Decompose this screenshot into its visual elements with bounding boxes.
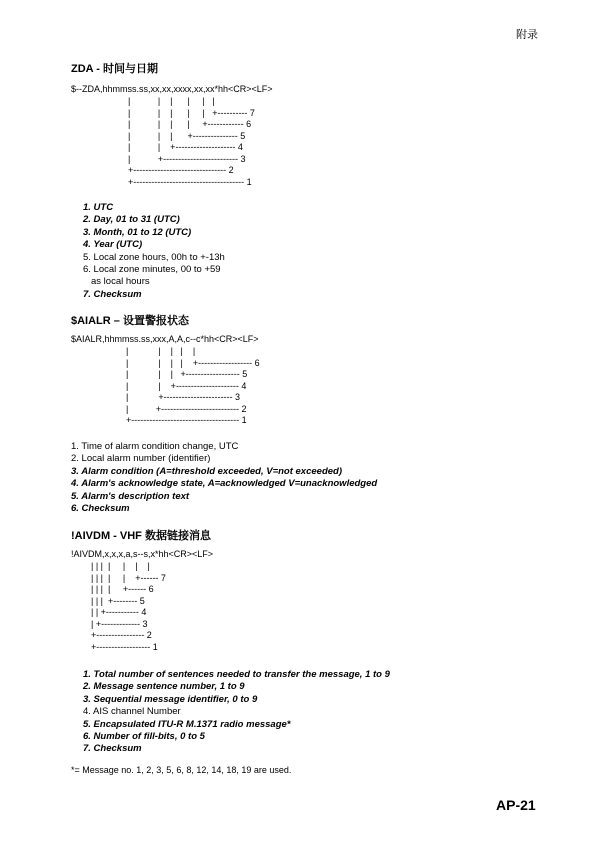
- aialr-field-diagram: | | | | | | | | | +------------------ 6 | | | +------------------ 5 | | +--------------------- 4 | +----------------------- 3 | +-------------------------- 2 +------------------------------------ 1: [126, 346, 260, 425]
- aivdm-footnote: *= Message no. 1, 2, 3, 5, 6, 8, 12, 14, 18, 19 are used.: [71, 765, 292, 775]
- list-item: 6. Local zone minutes, 00 to +59: [83, 264, 221, 276]
- list-item: 6. Number of fill-bits, 0 to 5: [83, 731, 205, 743]
- aivdm-section-title: !AIVDM - VHF 数据链接消息: [71, 530, 211, 542]
- list-item: 3. Sequential message identifier, 0 to 9: [83, 693, 258, 705]
- list-item: 7. Checksum: [83, 743, 142, 755]
- aivdm-field-list: [83, 669, 390, 756]
- list-item: 1. Time of alarm condition change, UTC: [71, 441, 239, 452]
- zda-field-list: [83, 202, 225, 301]
- aialr-sentence-format: $AIALR,hhmmss.ss,xxx,A,A,c--c*hh<CR><LF>: [71, 334, 259, 344]
- list-item: 4. Year (UTC): [83, 239, 143, 251]
- appendix-header: 附录: [516, 28, 538, 41]
- list-item: 2. Message sentence number, 1 to 9: [83, 681, 245, 693]
- aivdm-field-diagram: | | | | | | | | | | | | +------ 7 | | | | +------ 6 | | | +-------- 5 | | +----------- 4 | +------------- 3 +---------------- 2 +------------------ 1: [91, 561, 166, 652]
- list-item: 5. Local zone hours, 00h to +-13h: [83, 251, 225, 263]
- list-item: 2. Day, 01 to 31 (UTC): [83, 214, 180, 226]
- list-item: 3. Month, 01 to 12 (UTC): [83, 226, 192, 238]
- list-item: 2. Local alarm number (identifier): [71, 453, 211, 465]
- list-item: 1. UTC: [83, 202, 114, 213]
- list-item: 1. Total number of sentences needed to transfer the message, 1 to 9: [83, 669, 390, 680]
- page-number: AP-21: [496, 797, 536, 813]
- list-item: 7. Checksum: [83, 288, 142, 300]
- list-item: 6. Checksum: [71, 503, 130, 515]
- aivdm-sentence-format: !AIVDM,x,x,x,a,s--s,x*hh<CR><LF>: [71, 549, 214, 559]
- list-item: 3. Alarm condition (A=threshold exceeded, V=not exceeded): [71, 465, 342, 477]
- aialr-section-title: $AIALR – 设置警报状态: [71, 315, 189, 327]
- continuation-text: as local hours: [91, 276, 150, 288]
- list-item: 4. AIS channel Number: [83, 706, 181, 718]
- aialr-field-list: [71, 441, 377, 515]
- list-item: 5. Alarm's description text: [71, 490, 190, 502]
- list-item-continuation: [83, 276, 225, 288]
- list-item: 4. Alarm's acknowledge state, A=acknowledged V=unacknowledged: [71, 478, 378, 490]
- zda-section-title: ZDA - 时间与日期: [71, 63, 158, 75]
- list-item: 5. Encapsulated ITU-R M.1371 radio message*: [83, 718, 291, 730]
- zda-field-diagram: | | | | | | | | | | | +---------- 7 | | | | +------------ 6 | | | +--------------- 5 | | +-------------------- 4 | +------------------------- 3 +------------------------------- 2 +------------------------------------- 1: [128, 96, 255, 187]
- zda-sentence-format: $--ZDA,hhmmss.ss,xx,xx,xxxx,xx,xx*hh<CR><LF>: [71, 84, 273, 94]
